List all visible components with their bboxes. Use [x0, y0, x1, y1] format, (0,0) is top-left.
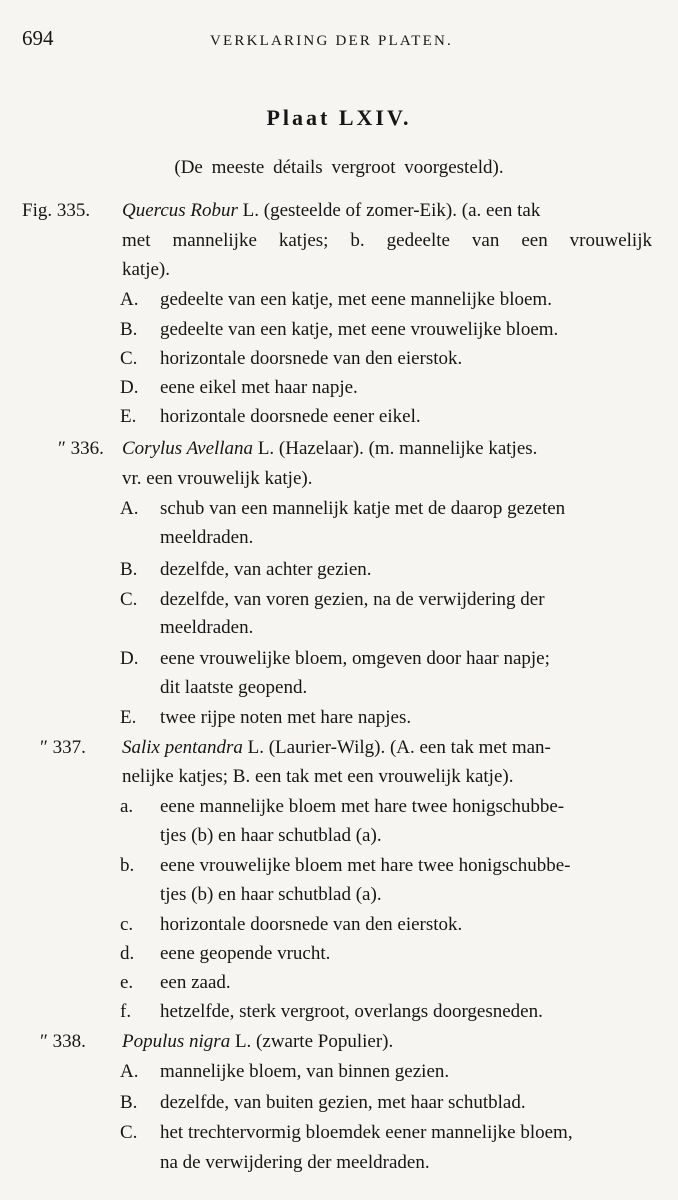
item-text: eene eikel met haar napje. — [160, 377, 358, 398]
item-continuation: meeldraden. — [160, 527, 254, 548]
figure-335-cont: met mannelijke katjes; b. gedeelte van een vrouwelijk — [122, 230, 652, 251]
item-text: eene vrouwelijke bloem, omgeven door haar napje; — [160, 648, 550, 669]
item-label: f. — [120, 1001, 132, 1022]
figure-338-line — [0, 1027, 678, 1056]
item — [0, 285, 678, 314]
figure-heading — [122, 1027, 393, 1056]
running-head: VERKLARING DER PLATEN. — [210, 33, 453, 49]
item-text: gedeelte van een katje, met eene mannelijke bloem. — [160, 289, 552, 310]
item-label: b. — [120, 855, 135, 876]
item-text: schub van een mannelijk katje met de daarop gezeten — [160, 498, 566, 519]
item-label: D. — [120, 377, 139, 398]
species-name: Populus nigra — [122, 1031, 231, 1052]
item-text: gedeelte van een katje, met eene vrouwelijke bloem. — [160, 319, 559, 340]
item-label: E. — [120, 707, 137, 728]
item — [0, 792, 678, 821]
item — [0, 315, 678, 344]
plate-title: Plaat LXIV. — [266, 105, 412, 130]
item-label: C. — [120, 348, 138, 369]
figure-number: ″ 337. — [40, 737, 86, 758]
item-label: A. — [120, 498, 139, 519]
figure-heading — [122, 434, 537, 463]
item-continuation: na de verwijdering der meeldraden. — [160, 1152, 430, 1173]
item — [0, 344, 678, 373]
item-text: een zaad. — [160, 972, 231, 993]
item-text: eene vrouwelijke bloem met hare twee honigschubbe- — [160, 855, 571, 876]
species-name: Corylus Avellana — [122, 438, 254, 459]
item-text: eene mannelijke bloem met hare twee honigschubbe- — [160, 796, 565, 817]
item-label: B. — [120, 1092, 138, 1113]
item-text: horizontale doorsnede van den eierstok. — [160, 914, 463, 935]
item — [0, 703, 678, 732]
item-text: dezelfde, van voren gezien, na de verwijdering der — [160, 589, 545, 610]
item-text: dezelfde, van achter gezien. — [160, 559, 372, 580]
figure-337-line — [0, 733, 678, 762]
item — [0, 373, 678, 402]
item-label: c. — [120, 914, 134, 935]
figure-number: Fig. 335. — [22, 200, 91, 221]
item-label: a. — [120, 796, 134, 817]
item — [0, 585, 678, 614]
item-text: horizontale doorsnede eener eikel. — [160, 406, 421, 427]
item-text: hetzelfde, sterk vergroot, overlangs doorgesneden. — [160, 1001, 543, 1022]
item-continuation: dit laatste geopend. — [160, 677, 308, 698]
figure-description: L. (zwarte Populier). — [230, 1031, 394, 1052]
item — [0, 402, 678, 431]
item — [0, 910, 678, 939]
item — [0, 644, 678, 673]
plate-note: (De meeste détails vergroot voorgesteld). — [174, 157, 504, 178]
item — [0, 1057, 678, 1086]
item-text: twee rijpe noten met hare napjes. — [160, 707, 412, 728]
figure-336-line — [0, 434, 678, 463]
item-text: dezelfde, van buiten gezien, met haar schutblad. — [160, 1092, 526, 1113]
figure-336-cont: vr. een vrouwelijk katje). — [122, 468, 313, 489]
figure-number: ″ 336. — [58, 438, 104, 459]
item-continuation: tjes (b) en haar schutblad (a). — [160, 884, 382, 905]
item — [0, 997, 678, 1026]
figure-335-line — [0, 196, 678, 225]
figure-number: ″ 338. — [40, 1031, 86, 1052]
item-text: eene geopende vrucht. — [160, 943, 331, 964]
item-label: d. — [120, 943, 135, 964]
species-name: Quercus Robur — [122, 200, 238, 221]
item-label: C. — [120, 589, 138, 610]
species-name: Salix pentandra — [122, 737, 243, 758]
item-label: A. — [120, 1061, 139, 1082]
item-text: horizontale doorsnede van den eierstok. — [160, 348, 463, 369]
item-label: B. — [120, 319, 138, 340]
item-label: B. — [120, 559, 138, 580]
item-label: e. — [120, 972, 134, 993]
item — [0, 939, 678, 968]
item — [0, 1118, 678, 1147]
item — [0, 968, 678, 997]
item-label: A. — [120, 289, 139, 310]
item-text: het trechtervormig bloemdek eener mannelijke bloem, — [160, 1122, 573, 1143]
figure-description: L. (Hazelaar). (m. mannelijke katjes. — [253, 438, 538, 459]
item-continuation: tjes (b) en haar schutblad (a). — [160, 825, 382, 846]
item — [0, 851, 678, 880]
item — [0, 555, 678, 584]
page-number: 694 — [22, 26, 54, 50]
item-text: mannelijke bloem, van binnen gezien. — [160, 1061, 450, 1082]
item — [0, 1088, 678, 1117]
figure-heading — [122, 196, 540, 225]
item — [0, 494, 678, 523]
item-label: E. — [120, 406, 137, 427]
item-continuation: meeldraden. — [160, 617, 254, 638]
figure-335-cont: katje). — [122, 259, 171, 280]
item-label: C. — [120, 1122, 138, 1143]
figure-heading — [122, 733, 551, 762]
figure-337-cont: nelijke katjes; B. een tak met een vrouwelijk katje). — [122, 766, 514, 787]
figure-description: L. (Laurier-Wilg). (A. een tak met man- — [242, 737, 551, 758]
figure-description: L. (gesteelde of zomer-Eik). (a. een tak — [237, 200, 541, 221]
item-label: D. — [120, 648, 139, 669]
